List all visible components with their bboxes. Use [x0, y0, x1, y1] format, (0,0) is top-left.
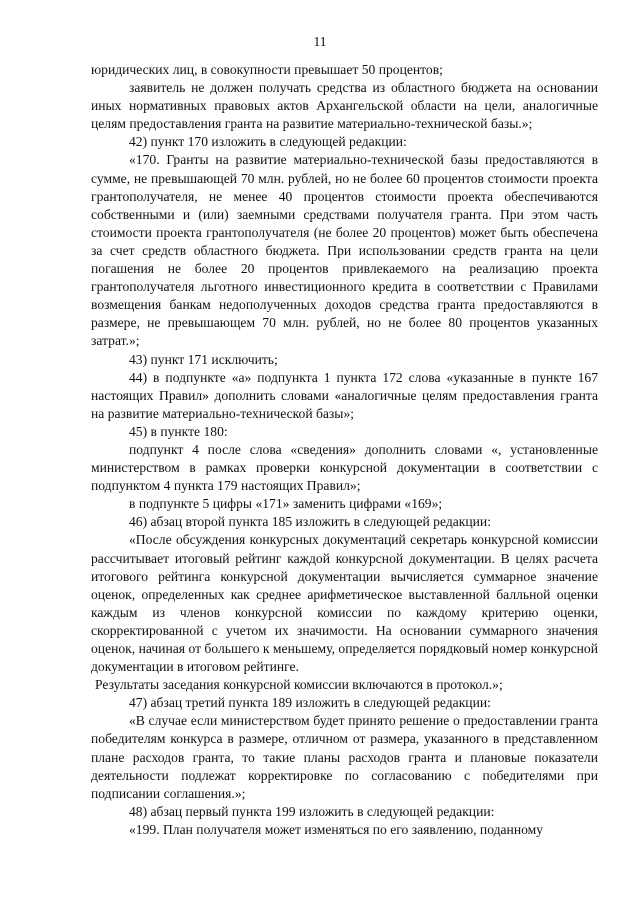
paragraph-2: заявитель не должен получать средства из областного бюджета на основании иных нормативных правовых актов Архангельской области на цели, аналогичные целям предоставления гранта на развитие материально-технической базы.»;: [91, 80, 598, 132]
paragraph-10: 46) абзац второй пункта 185 изложить в следующей редакции:: [129, 514, 491, 530]
paragraph-1: юридических лиц, в совокупности превышает 50 процентов;: [91, 62, 443, 77]
paragraph-11: «После обсуждения конкурсных документаций секретарь конкурсной комиссии рассчитывает итоговый рейтинг каждой конкурсной документации. В целях расчета итогового рейтинга конкурсной документации вычисляется суммарное значение оценок, определенных как среднее арифметическое выставленной балльной оценки каждым из членов конкурсной комиссии по каждому критерию оценки, скорректированной с учетом их значимости. На основании суммарного значения оценок, начиная от большего к меньшему, определяется порядковый номер конкурсной документации в итоговом рейтинге.: [91, 532, 598, 675]
paragraph-4: «170. Гранты на развитие материально-технической базы предоставляются в сумме, не превышающей 70 млн. рублей, но не более 60 процентов стоимости проекта грантополучателя, не менее 40 процентов стоимости проекта обеспечиваются собственными и (или) заемными средствами получателя гранта. При этом часть стоимости проекта грантополучателя (не более 20 процентов) может быть обеспечена за счет средств областного бюджета. При использовании средств гранта на цели погашения не более 20 процентов привлекаемого на реализацию проекта грантополучателя льготного инвестиционного кредита в соответствии с Правилами возмещения банкам недополученных доходов средства гранта предоставляются в размере, не превышающем 70 млн. рублей, но не более 80 процентов указанных затрат.»;: [91, 152, 598, 349]
document-body: [91, 61, 598, 839]
paragraph-12: Результаты заседания конкурсной комиссии включаются в протокол.»;: [95, 677, 503, 693]
paragraph-14: «В случае если министерством будет принято решение о предоставлении гранта победителям конкурса в размере, отличном от размера, указанного в представленном плане расходов гранта, то такие планы расходов гранта и плановые показатели деятельности подлежат корректировке по согласованию с победителями при подписании соглашения.»;: [91, 713, 598, 801]
page-number: 11: [313, 34, 327, 49]
paragraph-7: 45) в пункте 180:: [129, 423, 228, 439]
paragraph-15: 48) абзац первый пункта 199 изложить в следующей редакции:: [129, 803, 495, 819]
paragraph-13: 47) абзац третий пункта 189 изложить в следующей редакции:: [129, 695, 491, 711]
paragraph-6: 44) в подпункте «а» подпункта 1 пункта 172 слова «указанные в пункте 167 настоящих Правил» дополнить словами «аналогичные целям предоставления гранта на развитие материально-технической базы»;: [91, 369, 598, 421]
paragraph-9: в подпункте 5 цифры «171» заменить цифрами «169»;: [129, 496, 443, 512]
paragraph-3: 42) пункт 170 изложить в следующей редакции:: [129, 134, 407, 150]
paragraph-5: 43) пункт 171 исключить;: [129, 351, 278, 367]
paragraph-8: подпункт 4 после слова «сведения» дополнить словами «, установленные министерством в рамках проверки конкурсной документации в соответствии с подпунктом 4 пункта 179 настоящих Правил»;: [91, 441, 598, 494]
paragraph-16: «199. План получателя может изменяться по его заявлению, поданному: [129, 821, 544, 837]
